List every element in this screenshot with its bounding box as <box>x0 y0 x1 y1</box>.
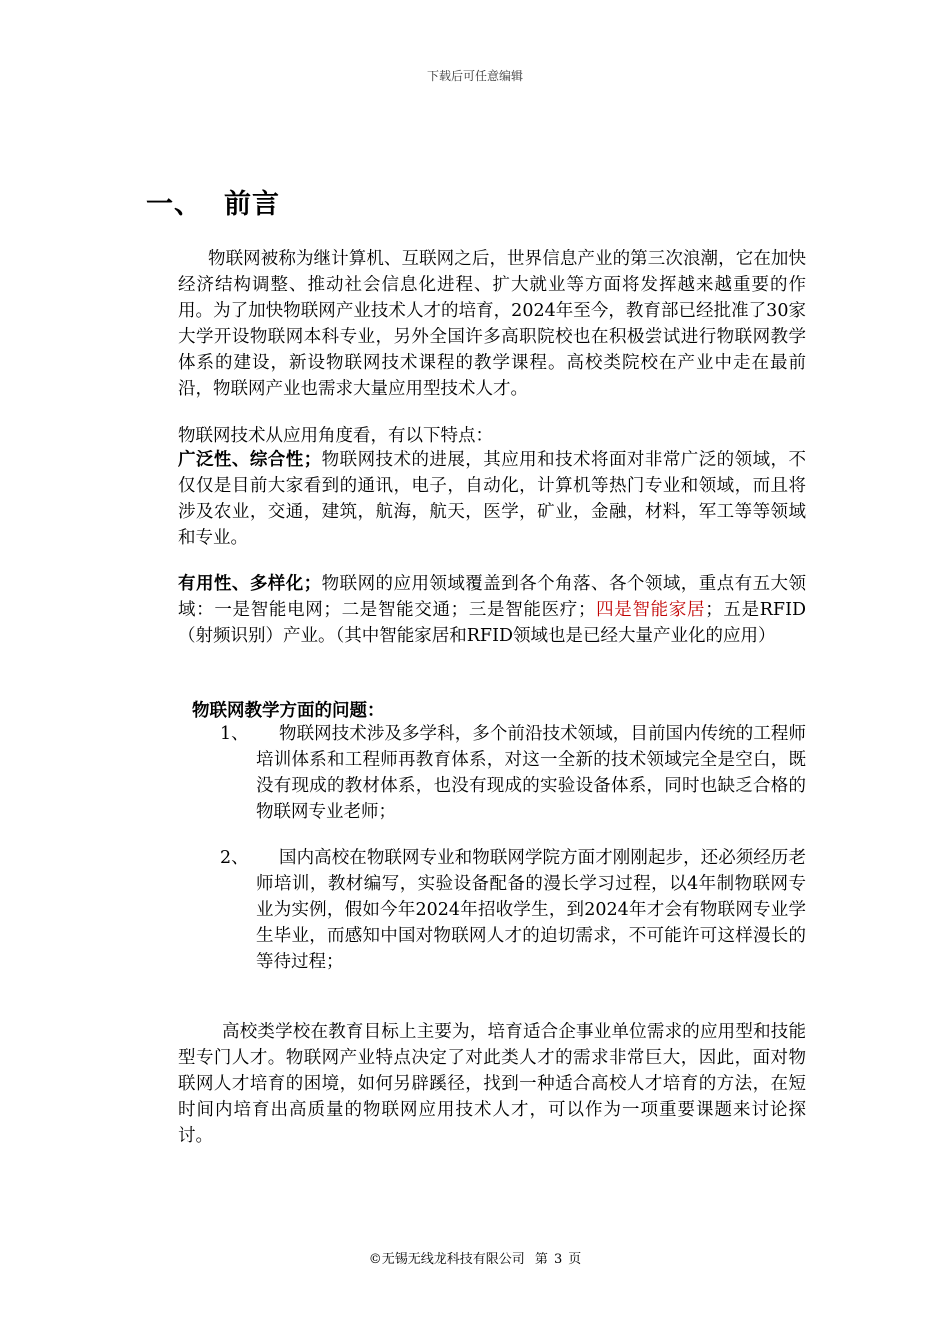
footer-page-prefix: 第 <box>534 1252 548 1267</box>
intro-paragraph: 物联网被称为继计算机、互联网之后，世界信息产业的第三次浪潮，它在加快经济结构调整、推动社会信息化进程、扩大就业等方面将发挥越来越重要的作用。为了加快物联网产业技术人才的培育，2024年至今，教育部已经批准了30家大学开设物联网本科专业，另外全国许多高职院校也在积极尝试进行物联网教学体系的建设，新设物联网技术课程的教学课程。高校类院校在产业中走在最前沿，物联网产业也需求大量应用型技术人才。 <box>178 249 806 399</box>
footer-company: ©无锡无线龙科技有限公司 <box>368 1252 525 1267</box>
features-intro: 物联网技术从应用角度看，有以下特点： <box>178 426 493 446</box>
page-header: 下载后可任意编辑 <box>426 69 523 83</box>
feature-utility <box>178 571 806 649</box>
footer-page-number: 3 <box>553 1252 563 1267</box>
section-heading <box>146 182 280 221</box>
problem-item-text: 国内高校在物联网专业和物联网学院方面才刚刚起步，还必须经历老师培训，教材编写，实验设备配备的漫长学习过程，以4年制物联网专业为实例，假如今年2024年招收学生，到2024年才会有物联网专业学生毕业，而感知中国对物联网人才的迫切需求，不可能许可这样漫长的等待过程； <box>256 848 806 972</box>
feature-breadth <box>178 447 806 551</box>
problem-item-number: 1、 <box>220 724 249 744</box>
page-footer <box>0 1248 950 1267</box>
problem-item-number: 2、 <box>220 848 249 868</box>
conclusion-paragraph: 高校类学校在教育目标上主要为，培育适合企事业单位需求的应用型和技能型专门人才。物联网产业特点决定了对此类人才的需求非常巨大，因此，面对物联网人才培育的困境，如何另辟蹊径，找到一种适合高校人才培育的方法，在短时间内培育出高质量的物联网应用技术人才，可以作为一项重要课题来讨论探讨。 <box>178 1022 806 1146</box>
feature-utility-highlight: 四是智能家居 <box>595 600 706 620</box>
problem-item <box>220 845 806 975</box>
feature-utility-text: 物联网的应用领域覆盖到各个角落、各个领域，重点有五大领域：一是智能电网；二是智能交通；三是智能医疗； <box>178 574 807 620</box>
problems-title: 物联网教学方面的问题： <box>192 701 385 721</box>
section-number: 一、 <box>146 189 202 220</box>
feature-breadth-label: 广泛性、综合性； <box>178 450 322 470</box>
feature-utility-label: 有用性、多样化； <box>178 574 322 594</box>
problem-item-text: 物联网技术涉及多学科，多个前沿技术领域，目前国内传统的工程师培训体系和工程师再教育体系，对这一全新的技术领域完全是空白，既没有现成的教材体系，也没有现成的实验设备体系，同时也缺乏合格的物联网专业老师； <box>256 724 806 822</box>
footer-page-suffix: 页 <box>568 1252 582 1267</box>
section-title: 前言 <box>224 189 280 220</box>
problem-item <box>220 721 806 825</box>
feature-breadth-text: 物联网技术的进展，其应用和技术将面对非常广泛的领域，不仅仅是目前大家看到的通讯，电子，自动化，计算机等热门专业和领域，而且将涉及农业，交通，建筑，航海，航天，医学，矿业，金融，材料，军工等等领域和专业。 <box>178 450 807 548</box>
feature-utility-text-after: ；五是RFID（射频识别）产业。（其中智能家居和RFID领域也是已经大量产业化的应用） <box>178 600 807 646</box>
